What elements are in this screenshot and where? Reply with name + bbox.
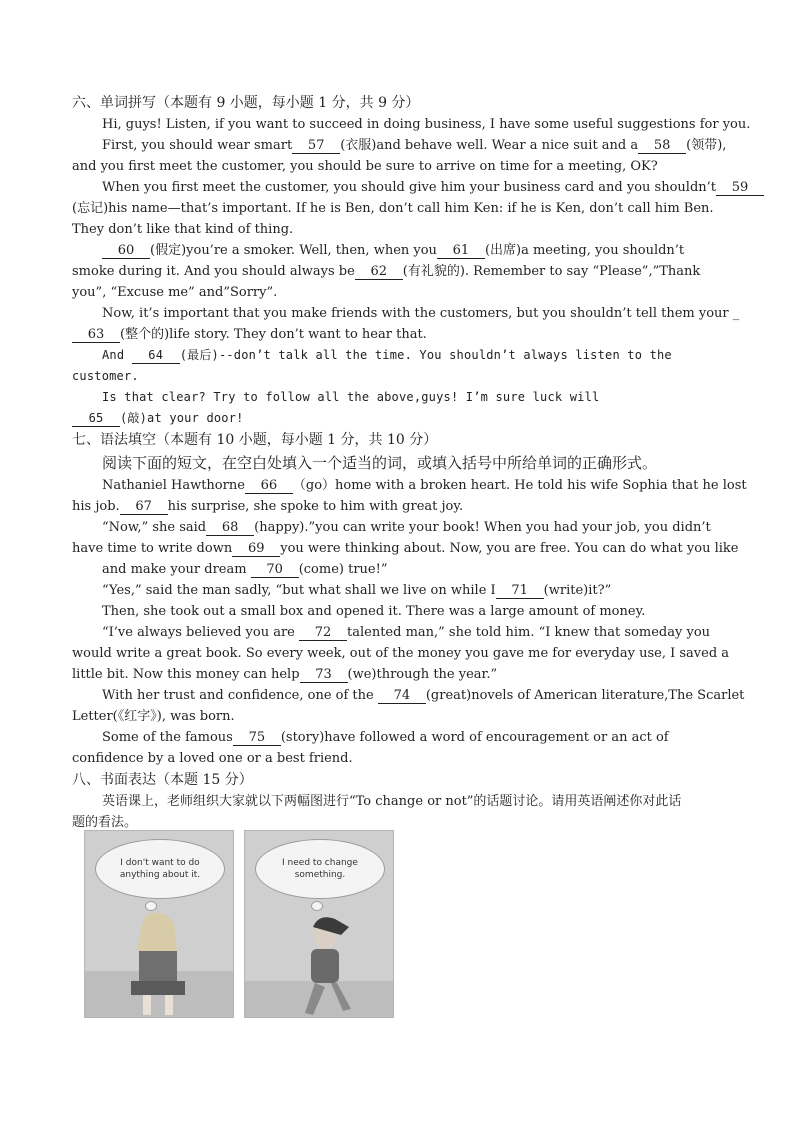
thought-bubble-right: I need to change something. xyxy=(255,839,385,899)
answer-blank[interactable]: 67 xyxy=(120,499,168,515)
section8-heading: 八、书面表达（本题 15 分） xyxy=(72,772,253,788)
answer-blank[interactable]: 72 xyxy=(299,625,347,641)
passage-line xyxy=(72,559,732,580)
passage-line xyxy=(72,643,732,664)
passage-text: （go）home with a broken heart. He told his wife Sophia that he lost xyxy=(292,478,747,493)
passage-line xyxy=(72,156,732,177)
answer-blank[interactable]: 57 xyxy=(292,138,340,154)
section7-passage xyxy=(72,475,747,769)
answer-blank[interactable]: 74 xyxy=(378,688,426,704)
answer-blank[interactable]: 60 xyxy=(102,243,150,259)
passage-text: and you first meet the customer, you should be sure to arrive on time for a meeting, OK? xyxy=(72,159,658,174)
exam-page xyxy=(72,92,751,833)
passage-text: (come) true!” xyxy=(298,562,388,577)
passage-text: (敲)at your door! xyxy=(120,411,244,425)
passage-line xyxy=(72,580,732,601)
section7-heading: 七、语法填空（本题有 10 小题，每小题 1 分，共 10 分） xyxy=(72,432,438,448)
passage-line xyxy=(72,177,749,198)
answer-blank[interactable]: 63 xyxy=(72,327,120,343)
passage-text: Some of the famous xyxy=(102,730,233,745)
passage-text: (衣服)and behave well. Wear a nice suit and a xyxy=(340,138,639,153)
passage-line xyxy=(72,366,732,387)
passage-text: (忘记)his name—that’s important. If he is Ben, don’t call him Ken: if he is Ken, don’t call him Ben. xyxy=(72,201,714,216)
passage-text: (happy).”you can write your book! When you had your job, you didn’t xyxy=(254,520,711,535)
passage-line xyxy=(72,727,732,748)
picture-right xyxy=(244,830,394,1018)
passage-line xyxy=(72,324,732,345)
thought-dot xyxy=(145,901,157,911)
passage-text: First, you should wear smart xyxy=(102,138,293,153)
passage-line xyxy=(72,345,732,366)
passage-line xyxy=(72,261,732,282)
passage-text: “I’ve always believed you are xyxy=(102,625,299,640)
passage-line xyxy=(72,114,751,135)
section8-prompt-line2: 题的看法。 xyxy=(72,815,138,830)
passage-text: (出席)a meeting, you shouldn’t xyxy=(484,243,685,258)
passage-line xyxy=(72,622,732,643)
passage-line xyxy=(72,198,732,219)
answer-blank[interactable]: 61 xyxy=(437,243,485,259)
passage-text: and make your dream xyxy=(102,562,251,577)
writing-prompt-pictures xyxy=(84,830,394,1016)
answer-blank[interactable]: 69 xyxy=(232,541,280,557)
passage-text: confidence by a loved one or a best friend. xyxy=(72,751,353,766)
passage-text: (story)have followed a word of encouragement or an act of xyxy=(280,730,669,745)
passage-line xyxy=(72,387,732,408)
passage-text: Then, she took out a small box and opened it. There was a large amount of money. xyxy=(102,604,646,619)
passage-text: “Yes,” said the man sadly, “but what shall we live on while I xyxy=(102,583,496,598)
passage-line xyxy=(72,135,732,156)
passage-line xyxy=(72,601,732,622)
passage-text: have time to write down xyxy=(72,541,233,556)
passage-text: his surprise, she spoke to him with great joy. xyxy=(167,499,464,514)
passage-text: Is that clear? Try to follow all the above,guys! I’m sure luck will xyxy=(102,390,600,404)
passage-text: his job. xyxy=(72,499,120,514)
answer-blank[interactable]: 68 xyxy=(206,520,254,536)
passage-text: would write a great book. So every week, out of the money you gave me for everyday use, I saved a xyxy=(72,646,730,661)
passage-line xyxy=(72,706,732,727)
passage-text: smoke during it. And you should always be xyxy=(72,264,355,279)
passage-text: When you first meet the customer, you should give him your business card and you shouldn’t xyxy=(102,180,716,195)
passage-line xyxy=(72,282,732,303)
answer-blank[interactable]: 70 xyxy=(251,562,299,578)
passage-line xyxy=(72,496,732,517)
passage-text: (整个的)life story. They don’t want to hear that. xyxy=(120,327,427,342)
passage-text: customer. xyxy=(72,369,139,383)
answer-blank[interactable]: 75 xyxy=(233,730,281,746)
answer-blank[interactable]: 66 xyxy=(245,478,293,494)
passage-text: (write)it?” xyxy=(543,583,612,598)
passage-text: With her trust and confidence, one of the xyxy=(102,688,378,703)
passage-text: talented man,” she told him. “I knew that someday you xyxy=(347,625,711,640)
passage-text: Hi, guys! Listen, if you want to succeed in doing business, I have some useful suggestions for you. xyxy=(102,117,751,132)
passage-line xyxy=(72,303,740,324)
answer-blank[interactable]: 64 xyxy=(132,348,180,364)
passage-line xyxy=(72,219,732,240)
thought-dot xyxy=(311,901,323,911)
passage-line xyxy=(72,517,732,538)
passage-text: you were thinking about. Now, you are free. You can do what you like xyxy=(280,541,739,556)
passage-line xyxy=(72,538,739,559)
answer-blank[interactable]: 58 xyxy=(638,138,686,154)
passage-text: Nathaniel Hawthorne xyxy=(102,478,245,493)
passage-line xyxy=(72,664,732,685)
passage-text: (有礼貌的). Remember to say “Please”,”Thank xyxy=(402,264,701,279)
passage-text: Letter(《红字》), was born. xyxy=(72,709,235,724)
passage-line xyxy=(72,408,732,429)
passage-text: (great)novels of American literature,The Scarlet xyxy=(425,688,745,703)
passage-text: “Now,” she said xyxy=(102,520,207,535)
passage-text: (we)through the year.” xyxy=(347,667,498,682)
answer-blank[interactable]: 59 xyxy=(716,180,764,196)
passage-text: little bit. Now this money can help xyxy=(72,667,300,682)
passage-line xyxy=(72,240,732,261)
passage-line xyxy=(72,685,745,706)
answer-blank[interactable]: 71 xyxy=(496,583,544,599)
passage-line xyxy=(72,748,732,769)
answer-blank[interactable]: 62 xyxy=(355,264,403,280)
section8-prompt-line1: 英语课上，老师组织大家就以下两幅图进行“To change or not”的话题讨论。请用英语阐述你对此话 xyxy=(102,794,682,809)
section6-heading: 六、单词拼写（本题有 9 小题，每小题 1 分，共 9 分） xyxy=(72,95,420,111)
passage-text: (最后)--don’t talk all the time. You shouldn’t always listen to the xyxy=(179,348,672,362)
passage-text: They don’t like that kind of thing. xyxy=(72,222,294,237)
passage-text: Now, it’s important that you make friends with the customers, but you shouldn’t tell them your _ xyxy=(102,306,740,321)
passage-text: And xyxy=(102,348,132,362)
passage-line xyxy=(72,475,747,496)
section6-passage xyxy=(72,114,751,429)
section7-instruction: 阅读下面的短文，在空白处填入一个适当的词，或填入括号中所给单词的正确形式。 xyxy=(102,454,658,472)
picture-left xyxy=(84,830,234,1018)
passage-text: you”, “Excuse me” and”Sorry”. xyxy=(72,285,278,300)
passage-text: (假定)you’re a smoker. Well, then, when you xyxy=(150,243,437,258)
answer-blank[interactable]: 73 xyxy=(300,667,348,683)
answer-blank[interactable]: 65 xyxy=(72,411,120,427)
passage-text: (领带), xyxy=(686,138,727,153)
thought-bubble-left: I don't want to do anything about it. xyxy=(95,839,225,899)
